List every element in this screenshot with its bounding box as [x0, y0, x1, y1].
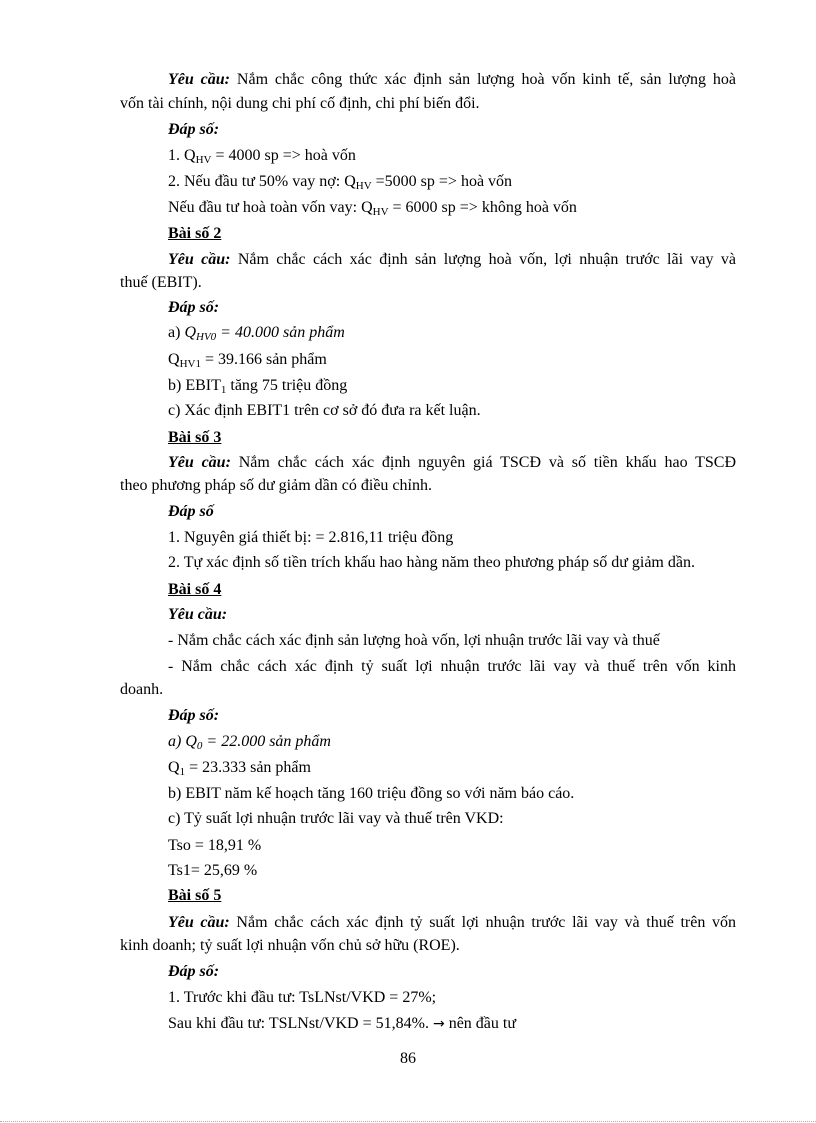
page-bottom-divider	[0, 1121, 816, 1122]
ex2-b-post: tăng 75 triệu đồng	[226, 377, 348, 394]
ex2-answer-c: c) Xác định EBIT1 trên cơ sở đó đưa ra kết luận.	[168, 402, 481, 419]
ex5-requirement-label: Yêu cầu:	[168, 914, 230, 931]
ex4-answer-a	[168, 732, 331, 752]
ex5-answer-1: 1. Trước khi đầu tư: TsLNst/VKD = 27%;	[168, 989, 437, 1006]
ex2-q1-post: = 39.166 sản phẩm	[200, 351, 327, 368]
ex4-requirement-1: - Nắm chắc cách xác định sản lượng hoà vốn, lợi nhuận trước lãi vay và thuế	[168, 632, 660, 649]
ex4-a-pre: a)	[168, 733, 186, 750]
ex2-q1-sub: HV1	[179, 358, 201, 370]
ex1-answer-1	[168, 146, 356, 166]
ex5-answer-2	[168, 1014, 516, 1034]
ex2-requirement-text-1: Nắm chắc cách xác định sản lượng hoà vốn, lợi nhuận trước lãi vay và	[230, 251, 736, 268]
ex2-answer-b	[168, 376, 347, 396]
ex2-b-pre: b) EBIT	[168, 377, 221, 394]
ex4-q1-post: = 23.333 sản phẩm	[185, 759, 311, 776]
ex1-requirement-label: Yêu cầu:	[168, 71, 231, 88]
ex5-requirement-line-1	[168, 913, 736, 933]
ex4-title: Bài số 4	[168, 581, 222, 598]
ex3-requirement-text-1: Nắm chắc cách xác định nguyên giá TSCĐ và số tiền khấu hao TSCĐ	[230, 454, 737, 471]
ex2-a-q: Q	[184, 324, 196, 341]
page-number: 86	[400, 1050, 416, 1067]
ex5-title: Bài số 5	[168, 887, 222, 904]
ex2-a-sub: HV0	[196, 331, 217, 343]
ex1-answer-label: Đáp số:	[168, 121, 220, 138]
ex1-answer-2	[168, 172, 512, 192]
ex5-answer-label: Đáp số:	[168, 963, 220, 980]
ex1-a1-pre: 1. Q	[168, 147, 196, 164]
ex1-a3-post: = 6000 sp => không hoà vốn	[388, 199, 577, 216]
ex3-answer-1: 1. Nguyên giá thiết bị: = 2.816,11 triệu đồng	[168, 529, 454, 546]
ex4-answer-q1	[168, 758, 311, 778]
ex4-requirement-2-text: - Nắm chắc cách xác định tỷ suất lợi nhuận trước lãi vay và thuế trên vốn kinh	[168, 658, 736, 675]
ex4-answer-c: c) Tỷ suất lợi nhuận trước lãi vay và thuế trên VKD:	[168, 810, 504, 827]
ex3-requirement-line-1	[168, 453, 736, 473]
ex4-answer-b: b) EBIT năm kế hoạch tăng 160 triệu đồng so với năm báo cáo.	[168, 785, 575, 802]
ex5-a2-pre: Sau khi đầu tư: TSLNst/VKD = 51,84%.	[168, 1015, 433, 1032]
ex5-requirement-line-2: kinh doanh; tỷ suất lợi nhuận vốn chủ sở hữu (ROE).	[120, 937, 460, 954]
ex4-q1-sub: 1	[179, 766, 186, 778]
ex1-answer-3	[168, 198, 577, 218]
ex2-title: Bài số 2	[168, 225, 222, 242]
ex4-a-sub: 0	[196, 740, 203, 752]
ex1-requirement-line-1	[168, 70, 736, 90]
ex2-requirement-label: Yêu cầu:	[168, 251, 231, 268]
ex2-answer-a	[168, 323, 345, 343]
ex3-answer-2: 2. Tự xác định số tiền trích khấu hao hàng năm theo phương pháp số dư giảm dần.	[168, 554, 695, 571]
ex1-a2-pre: 2. Nếu đầu tư 50% vay nợ: Q	[168, 173, 356, 190]
ex2-answer-q1	[168, 350, 327, 370]
ex1-a3-sub: HV	[372, 206, 389, 218]
ex1-a1-post: = 4000 sp => hoà vốn	[211, 147, 356, 164]
ex2-q1-pre: Q	[168, 351, 180, 368]
ex1-a2-sub: HV	[355, 180, 372, 192]
ex4-answer-ts1: Ts1= 25,69 %	[168, 862, 258, 879]
ex5-requirement-text-1: Nắm chắc cách xác định tỷ suất lợi nhuận trước lãi vay và thuế trên vốn	[229, 914, 736, 931]
ex4-requirement-2	[168, 657, 736, 677]
right-arrow-icon: →	[432, 1016, 445, 1032]
ex1-a3-pre: Nếu đầu tư hoà toàn vốn vay: Q	[168, 199, 373, 216]
ex3-requirement-line-2: theo phương pháp số dư giảm dần có điều chỉnh.	[120, 477, 432, 494]
ex1-requirement-text-1: Nắm chắc công thức xác định sản lượng hoà vốn kinh tế, sản lượng hoà	[230, 71, 736, 88]
ex4-requirement-2-cont: doanh.	[120, 681, 164, 698]
ex4-answer-label: Đáp số:	[168, 707, 220, 724]
ex2-a-post: = 40.000 sản phẩm	[216, 324, 345, 341]
ex3-requirement-label: Yêu cầu:	[168, 454, 231, 471]
ex3-answer-label: Đáp số	[168, 503, 214, 520]
ex2-a-pre: a)	[168, 324, 185, 341]
ex2-b-sub: 1	[220, 384, 227, 396]
ex4-a-post: = 22.000 sản phẩm	[202, 733, 331, 750]
ex4-a-q: Q	[185, 733, 197, 750]
ex2-answer-label: Đáp số:	[168, 299, 220, 316]
ex3-title: Bài số 3	[168, 429, 222, 446]
ex1-requirement-line-2: vốn tài chính, nội dung chi phí cố định, chi phí biến đổi.	[120, 95, 480, 112]
ex4-requirement-label: Yêu cầu:	[168, 606, 228, 623]
ex1-a2-post: =5000 sp => hoà vốn	[371, 173, 513, 190]
ex5-a2-post: nên đầu tư	[444, 1015, 517, 1032]
ex2-requirement-line-1	[168, 250, 736, 270]
ex2-requirement-line-2: thuế (EBIT).	[120, 274, 202, 291]
ex4-answer-ts0: Tso = 18,91 %	[168, 837, 262, 854]
ex1-a1-sub: HV	[195, 154, 212, 166]
ex4-q1-pre: Q	[168, 759, 180, 776]
